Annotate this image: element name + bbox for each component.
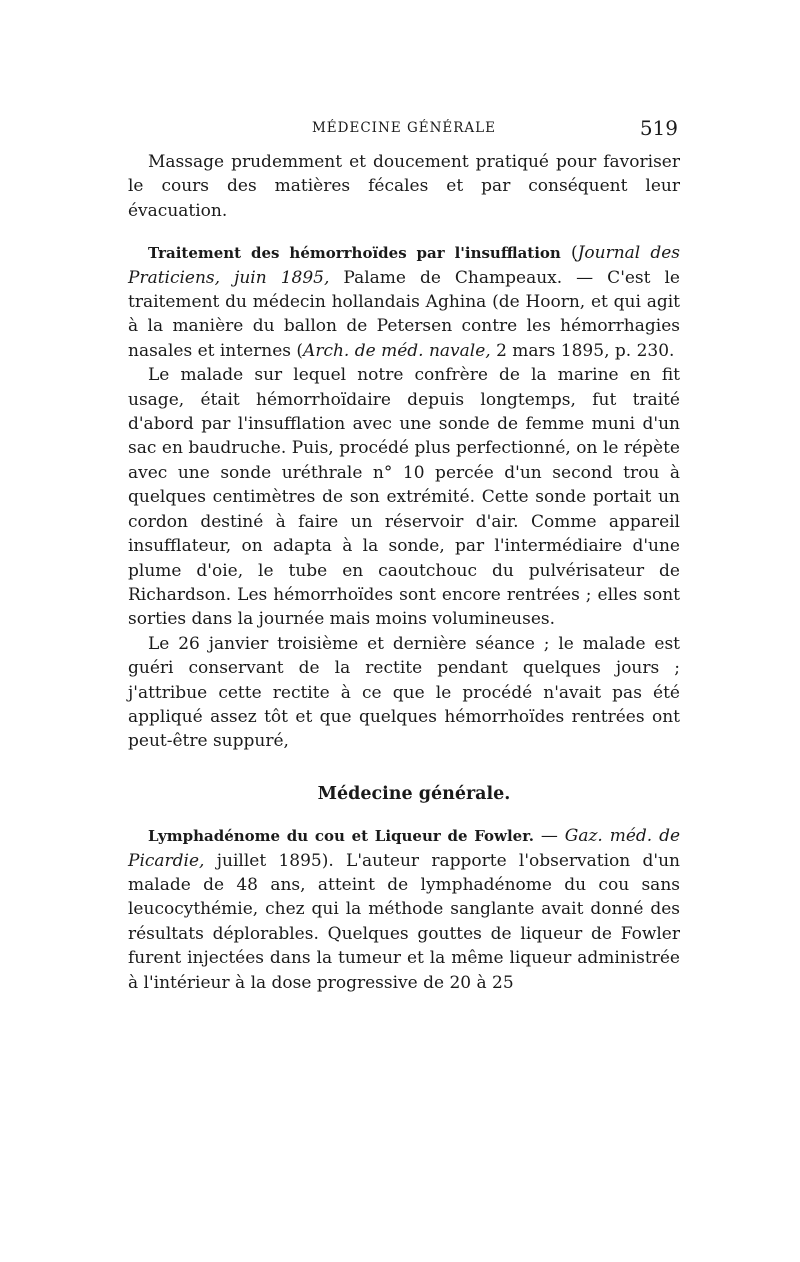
- page-number: 519: [639, 116, 678, 140]
- page-header: [128, 116, 680, 142]
- running-title: MÉDECINE GÉNÉRALE: [311, 120, 497, 136]
- journal-reference: Journal des Praticiens, juin 1895,: [128, 243, 681, 288]
- spacer: [128, 806, 680, 824]
- spacer: [128, 223, 680, 241]
- section-title: Médecine générale.: [317, 783, 511, 804]
- article-text: juillet 1895). L'auteur rapporte l'observation d'un malade de 48 ans, atteint de lymphadénome du cou sans leucocythémie, chez qui la méthode sanglante avait donné des résultats déplorables. Quelques gouttes de liqueur de Fowler furent injectées dans la tumeur et la même liqueur administrée à l'intérieur à la dose progressive de 20 à 25: [128, 850, 680, 993]
- spacer: [128, 754, 680, 782]
- archive-reference: Arch. de méd. navale,: [303, 340, 491, 361]
- paragraph-body: Le malade sur lequel notre confrère de la marine en fit usage, était hémorrhoïdaire depuis longtemps, fut traité d'abord par l'insufflation avec une sonde de femme muni d'un sac en baudruche. Puis, procédé plus perfectionné, on le répète avec une sonde uréthrale n° 10 percée d'un second trou à quelques centimètres de son extrémité. Cette sonde portait un cordon destiné à faire un réservoir d'air. Comme appareil insufflateur, on adapta à la sonde, par l'intermédiaire d'une plume d'oie, le tube en caoutchouc du pulvérisateur de Richardson. Les hémorrhoïdes sont encore rentrées ; elles sont sorties dans la journée mais moins volumineuses.: [128, 365, 680, 630]
- article-lymphadenoma: [128, 824, 680, 995]
- source-open: (: [570, 243, 578, 264]
- article-title: Traitement des hémorrhoïdes par l'insufflation: [148, 244, 561, 263]
- article-hemorrhoids: [128, 241, 680, 363]
- page-body: [128, 150, 680, 995]
- reference-tail: 2 mars 1895, p. 230.: [490, 340, 675, 361]
- paragraph-continuation: Massage prudemment et doucement pratiqué pour favoriser le cours des matières fécales et par conséquent leur évacuation.: [128, 152, 680, 221]
- article-title: Lymphadénome du cou et Liqueur de Fowler.: [148, 827, 534, 846]
- journal-reference: Gaz. méd. de Picardie,: [128, 826, 681, 871]
- article-text: Palame de Champeaux. — C'est le traitement du médecin hollandais Aghina (de Hoorn, et qui agit à la manière du ballon de Petersen contre les hémorrhagies nasales et internes (: [128, 267, 680, 361]
- paragraph-body: Le 26 janvier troisième et dernière séance ; le malade est guéri conservant de la rectite pendant quelques jours ; j'attribue cette rectite à ce que le procédé n'avait pas été appliqué assez tôt et que quelques hémorrhoïdes rentrées ont peut-être suppuré,: [128, 633, 680, 752]
- title-dash: —: [533, 826, 565, 847]
